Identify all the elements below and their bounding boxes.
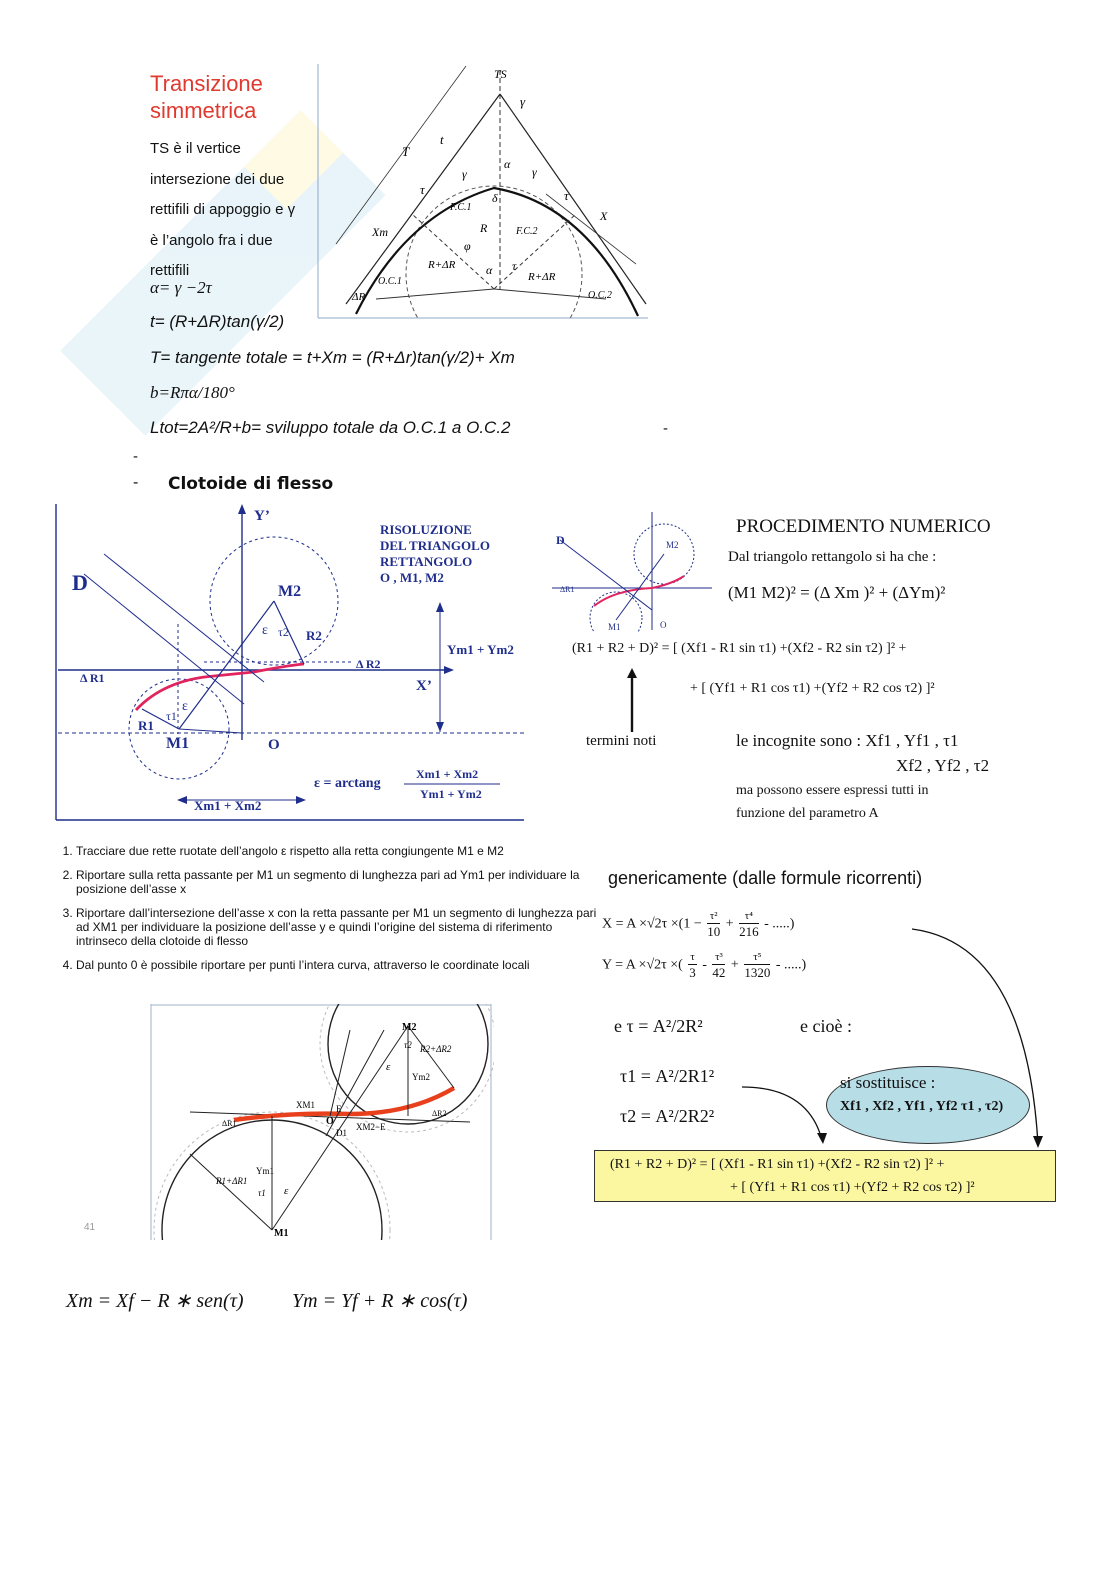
label-m1: M1 (274, 1228, 289, 1239)
label-d1: D1 (336, 1128, 347, 1138)
arc-circle (406, 186, 582, 320)
label-m1: M1 (166, 735, 190, 752)
step-item: 2. Riportare sulla retta passante per M1 un segmento di lunghezza pari ad Ym1 per individuare la posizione dell’asse x (76, 868, 606, 896)
label-r2: R2+ΔR2 (420, 1044, 452, 1054)
num: τ⁵ (744, 951, 770, 965)
espressi-1: ma possono essere espressi tutti in (736, 783, 929, 798)
flex-clothoid-diagram (54, 504, 526, 822)
tau2-equation: τ2 = A²/2R2² (620, 1106, 715, 1126)
trailing-dash: - (663, 420, 668, 437)
label-r1: R1 (138, 718, 154, 733)
m1-m2-line (179, 601, 274, 729)
label-T: T (402, 144, 410, 159)
label-o: O (268, 737, 280, 753)
label-dr1: Δ R1 (80, 671, 105, 685)
label-eps: ε (182, 699, 188, 714)
label-t: t (440, 132, 444, 147)
label-eps: ε (262, 623, 268, 638)
den: 3 (689, 965, 696, 980)
d-line (84, 574, 244, 704)
label-x: X’ (416, 678, 432, 694)
res-line: DEL TRIANGOLO (380, 538, 490, 553)
numerico-eq1: (M1 M2)² = (Δ Xm )² + (ΔYm)² (728, 583, 946, 602)
label-r2: R2 (306, 628, 322, 643)
label-dr: ΔR1 (560, 585, 575, 594)
desc-line: intersezione dei due (150, 170, 285, 188)
sost-line1: si sostituisce : (840, 1073, 936, 1092)
desc-line: rettifili di appoggio e γ (150, 201, 296, 218)
construction-diagram (150, 1004, 494, 1240)
label-phi: φ (464, 239, 471, 253)
arrow (296, 796, 306, 804)
arrow-curve (912, 929, 1038, 1144)
fy-minus: - (702, 957, 707, 973)
eq-Ltot: Ltot=2A²/R+b= sviluppo totale da O.C.1 a O.C.2 (150, 418, 511, 437)
label-R: R (480, 221, 488, 235)
radius-line (376, 289, 494, 299)
fy-frac2 (712, 951, 725, 980)
label-rdr1: R+ΔR (428, 259, 456, 271)
numerico-title: PROCEDIMENTO NUMERICO (736, 516, 991, 537)
label-x: X (600, 209, 608, 223)
steps-list (54, 844, 606, 982)
num: τ² (707, 910, 720, 924)
label-tau2: τ2 (404, 1040, 412, 1050)
dim-line (546, 194, 636, 264)
termini-noti: termini noti (586, 733, 657, 749)
arrow (436, 602, 444, 612)
label-gamma: γ (462, 167, 467, 181)
bottom-eq-xm: Xm = Xf − R ∗ sen(τ) (66, 1290, 244, 1312)
label-rdr2: R+ΔR (528, 271, 556, 283)
num: τ⁴ (739, 910, 759, 924)
label-o: O (660, 620, 667, 630)
eq-t: t= (R+ΔR)tan(γ/2) (150, 312, 285, 331)
label-dr2: ΔR2 (432, 1109, 447, 1118)
label-xm1: XM1 (296, 1100, 316, 1110)
clothoid-curve (136, 664, 304, 710)
fx-plus: + (725, 916, 734, 932)
fx-post: - .....) (764, 916, 795, 932)
eq-T: T= tangente totale = t+Xm = (R+Δr)tan(γ/2)+ Xm (150, 348, 515, 367)
dim-line (336, 66, 466, 244)
desc-line: rettifili (150, 262, 190, 279)
label-alpha-top: α (504, 157, 511, 171)
fy-post: - .....) (775, 957, 807, 973)
arrow (436, 722, 444, 732)
e-cioe: e cioè : (800, 1016, 852, 1036)
res-line: O , M1, M2 (380, 570, 444, 585)
top-title-line2: simmetrica (150, 98, 257, 123)
m1-o-line (179, 729, 242, 733)
num: τ (690, 951, 695, 963)
label-e: E (336, 1104, 342, 1114)
d-line (104, 554, 264, 682)
label-xm: Xm1 + Xm2 (194, 798, 262, 813)
label-m1: M1 (608, 622, 621, 632)
label-gamma-top: γ (520, 94, 526, 109)
res-line: RISOLUZIONE (380, 522, 472, 537)
sost-line2: Xf1 , Xf2 , Yf1 , Yf2 τ1 , τ2) (840, 1099, 1004, 1114)
top-title-line1: Transizione (150, 71, 263, 96)
den: 10 (707, 924, 721, 939)
fy-plus: + (730, 957, 739, 973)
axis-y-arrow (238, 504, 246, 514)
tau1-equation: τ1 = A²/2R1² (620, 1066, 715, 1086)
eq-alpha: α= γ −2τ (150, 278, 212, 297)
desc-line: TS è il vertice (150, 140, 241, 157)
tau-equation: e τ = A²/2R² (614, 1016, 703, 1036)
arrow-head (817, 1133, 827, 1144)
espressi-2: funzione del parametro A (736, 806, 879, 821)
arrow-head (627, 668, 637, 678)
step-item: 4. Dal punto 0 è possibile riportare per punti l’intera curva, attraverso le coordinate locali (76, 958, 606, 972)
desc-line: è l’angolo fra i due (150, 231, 273, 249)
tangent-right (500, 94, 646, 304)
fx-frac1 (707, 910, 720, 939)
label-fc2: F.C.2 (516, 226, 538, 237)
label-r1: R1+ΔR1 (216, 1176, 248, 1186)
dash-line: - (133, 448, 138, 465)
den: 42 (712, 965, 726, 980)
eq-b: b=Rπα/180° (150, 383, 235, 402)
label-dr1: ΔR1 (222, 1119, 237, 1128)
fx-pre: X = A ×√2τ ×(1 − (602, 916, 702, 932)
arrow-head (1033, 1136, 1043, 1148)
step-item: 3. Riportare dall’intersezione dell’asse x con la retta passante per M1 un segmento di lunghezza pari ad XM1 per individuare la posizione dell’asse y e quindi l’origine del sistema di riferimento intrinseco della clotoide di flesso (76, 906, 606, 948)
incognite-2: Xf2 , Yf2 , τ2 (896, 756, 990, 775)
generic-title: genericamente (dalle formule ricorrenti) (608, 868, 923, 888)
label-oc2: O.C.2 (588, 290, 612, 301)
label-xm: Xm (372, 225, 388, 239)
label-m2: M2 (278, 583, 302, 600)
clothoid-curve (594, 576, 684, 606)
section-bullet: - (133, 474, 139, 491)
label-eps: ε (386, 1061, 391, 1073)
label-d: D (556, 533, 565, 547)
fy-frac1 (688, 951, 696, 980)
page-number: 41 (84, 1222, 96, 1233)
label-m2: M2 (666, 540, 679, 550)
label-fc1: F.C.1 (450, 202, 472, 213)
eps-formula-num: Xm1 + Xm2 (416, 767, 479, 781)
label-d: D (72, 570, 88, 595)
label-xm2: XM2−E (356, 1122, 386, 1132)
res-line: RETTANGOLO (380, 554, 473, 569)
label-tau1: τ1 (258, 1188, 266, 1198)
axis-x-arrow (444, 666, 454, 674)
eps-formula-den: Ym1 + Ym2 (420, 787, 482, 801)
box-line1: (R1 + R2 + D)² = [ (Xf1 - R1 sin τ1) +(Xf2 - R2 sin τ2) ]² + (610, 1157, 945, 1172)
label-tau: τ (512, 259, 517, 273)
step-item: 1. Tracciare due rette ruotate dell’angolo ε rispetto alla retta congiungente M1 e M2 (76, 844, 606, 858)
label-eps: ε (284, 1185, 289, 1197)
small-clothoid-diagram (552, 510, 716, 632)
top-description (150, 134, 295, 287)
perp-line (326, 1030, 384, 1136)
box-line2: + [ (Yf1 + R1 cos τ1) +(Yf2 + R2 cos τ2) ]² (730, 1180, 975, 1195)
bottom-eq-ym: Ym = Yf + R ∗ cos(τ) (292, 1290, 468, 1312)
numerico-eq2: (R1 + R2 + D)² = [ (Xf1 - R1 sin τ1) +(Xf2 - R2 sin τ2) ]² + (572, 641, 907, 656)
numerico-sub: Dal triangolo rettangolo si ha che : (728, 549, 937, 565)
label-tau: τ (420, 182, 425, 197)
label-ym: Ym1 + Ym2 (447, 642, 514, 657)
section-title: Clotoide di flesso (168, 474, 334, 494)
num: τ³ (712, 951, 725, 965)
label-dr: ΔR (352, 291, 366, 303)
label-tau: τ (564, 188, 569, 203)
fy-pre: Y = A ×√2τ ×( (602, 957, 683, 973)
label-o: O (326, 1116, 334, 1127)
label-alpha: α (486, 263, 493, 277)
label-dr2: Δ R2 (356, 657, 381, 671)
incognite-1: le incognite sono : Xf1 , Yf1 , τ1 (736, 731, 959, 750)
top-title (150, 70, 263, 124)
arrow (177, 796, 187, 804)
noti-arrow (622, 668, 642, 734)
den: 216 (739, 924, 759, 939)
symmetric-transition-diagram (316, 64, 650, 320)
numerico-eq3: + [ (Yf1 + R1 cos τ1) +(Yf2 + R2 cos τ2) ]² (690, 681, 935, 696)
label-ym1: Ym1 (256, 1166, 274, 1176)
label-ts: TS (494, 67, 507, 81)
label-oc1: O.C.1 (378, 276, 402, 287)
label-ym2: Ym2 (412, 1072, 430, 1082)
label-tau1: τ1 (166, 709, 177, 723)
label-delta: δ (492, 191, 498, 205)
label-gamma: γ (532, 165, 537, 179)
den: 1320 (744, 965, 771, 980)
arrow-curve (742, 1087, 822, 1140)
connector-arrows (736, 924, 1052, 1150)
label-tau2: τ2 (278, 625, 289, 639)
label-y: Y’ (254, 508, 270, 524)
label-m2: M2 (402, 1022, 417, 1033)
eps-formula-label: ε = arctang (314, 776, 381, 791)
